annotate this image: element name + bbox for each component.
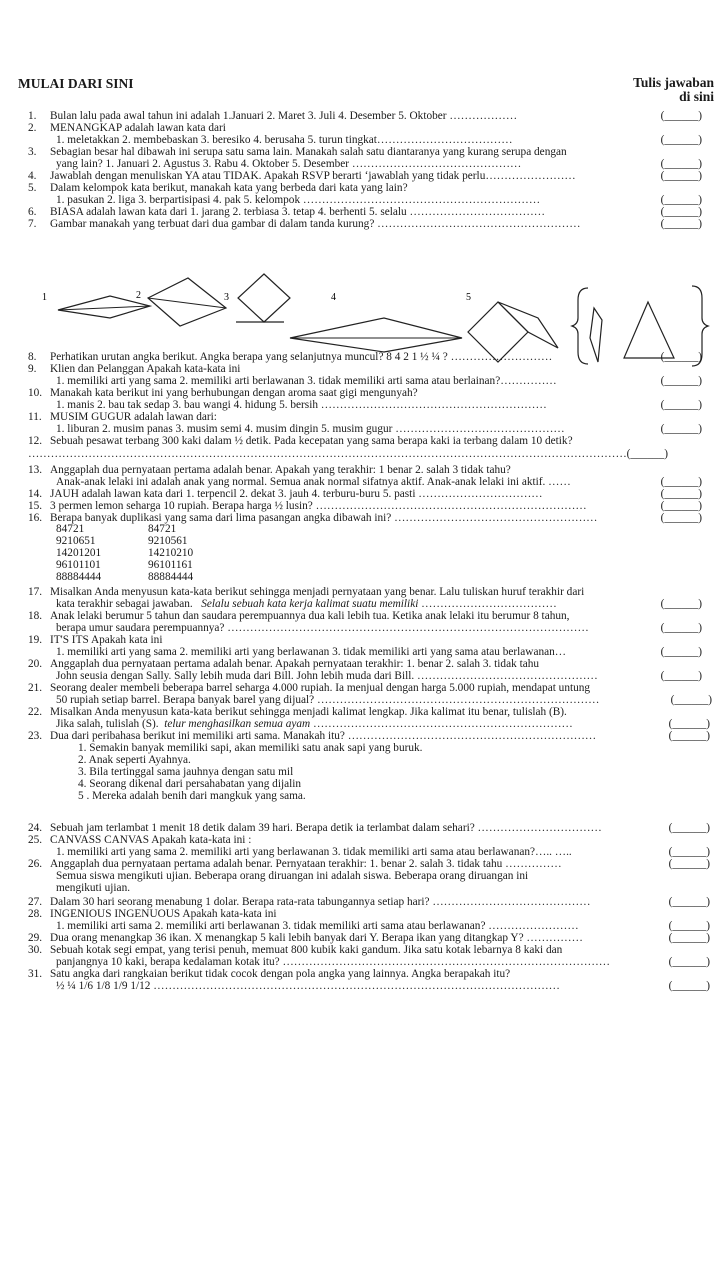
q-text: Bulan lalu pada awal tahun ini adalah 1.Januari 2. Maret 3. Juli 4. Desember 5. Oktober ……………… bbox=[50, 110, 518, 122]
answer-blank-28[interactable]: (______) bbox=[668, 920, 710, 932]
number-pair-right-3: 14210210 bbox=[148, 547, 194, 559]
q-text: Sebuah kotak segi empat, yang terisi penuh, memuat 800 kubik kaki gandum. Jika satu kotak lebarnya 8 kaki dan bbox=[50, 944, 563, 956]
answer-dots: …………………………………………………………… bbox=[310, 718, 573, 730]
question-31 bbox=[28, 968, 650, 980]
question-22-line2 bbox=[56, 718, 573, 730]
q-text: Manakah kata berikut ini yang berhubungan dengan aroma saat gigi mengunyah? bbox=[50, 387, 418, 399]
question-4 bbox=[28, 170, 650, 182]
q-number: 6. bbox=[28, 206, 37, 218]
proverb-1: 1. Semakin banyak memiliki sapi, akan memiliki satu anak sapi yang buruk. bbox=[78, 742, 423, 754]
q-text: INGENIOUS INGENUOUS Apakah kata-kata ini bbox=[50, 908, 277, 920]
question-10-options: 1. manis 2. bau tak sedap 3. bau wangi 4. hidung 5. bersih …………………………………………………… bbox=[56, 399, 547, 411]
q-text: Satu angka dari rangkaian berikut tidak cocok dengan pola angka yang lainnya. Angka berapakah itu? bbox=[50, 968, 511, 980]
number-pair-left-4: 96101101 bbox=[56, 559, 101, 571]
answer-blank-12[interactable]: (______) bbox=[626, 448, 668, 460]
question-19-options: 1. memiliki arti yang sama 2. memiliki arti yang berlawanan 3. tidak memiliki arti yang sama atau berlawanan… bbox=[56, 646, 567, 658]
answer-blank-5[interactable]: (______) bbox=[660, 194, 702, 206]
question-26 bbox=[28, 858, 650, 870]
answer-instruction-line2: di sini bbox=[679, 89, 714, 104]
q-text: JAUH adalah lawan kata dari 1. terpencil 2. dekat 3. jauh 4. terburu-buru 5. pasti …………………………… bbox=[50, 488, 543, 500]
question-21 bbox=[28, 682, 650, 694]
question-21-line2: 50 rupiah setiap barrel. Berapa banyak barel yang dijual? ………………………………………………………………… bbox=[56, 694, 600, 706]
q-number: 3. bbox=[28, 146, 37, 158]
q-text: MUSIM GUGUR adalah lawan dari: bbox=[50, 411, 217, 423]
q-number: 1. bbox=[28, 110, 37, 122]
question-14 bbox=[28, 488, 650, 500]
q-number: 30. bbox=[28, 944, 43, 956]
q-number: 29. bbox=[28, 932, 43, 944]
question-20-statement: John seusia dengan Sally. Sally lebih muda dari Bill. John lebih muda dari Bill. ………………………………………… bbox=[56, 670, 598, 682]
q-number: 28. bbox=[28, 908, 43, 920]
q-number: 4. bbox=[28, 170, 37, 182]
question-5-options: 1. pasukan 2. liga 3. berpartisipasi 4. pak 5. kelompok ……………………………………………………… bbox=[56, 194, 541, 206]
question-9-options: 1. memiliki arti yang sama 2. memiliki arti berlawanan 3. tidak memiliki arti sama atau berlainan?…………… bbox=[56, 375, 557, 387]
question-25-options: 1. memiliki arti yang sama 2. memiliki arti yang berlawanan 3. tidak memiliki arti sama atau berlawanan?….. ….. bbox=[56, 846, 572, 858]
answer-blank-19[interactable]: (______) bbox=[660, 646, 702, 658]
answer-instruction bbox=[633, 76, 714, 104]
question-17-line2 bbox=[56, 598, 557, 610]
question-24 bbox=[28, 822, 650, 834]
answer-blank-16[interactable]: (______) bbox=[660, 512, 702, 524]
q-number: 14. bbox=[28, 488, 43, 500]
q-number: 20. bbox=[28, 658, 43, 670]
answer-blank-21[interactable]: (______) bbox=[670, 694, 712, 706]
answer-blank-23[interactable]: (______) bbox=[668, 730, 710, 742]
q-number: 21. bbox=[28, 682, 43, 694]
question-9 bbox=[28, 363, 650, 375]
figure-5-triangle-shape bbox=[498, 302, 558, 348]
scrambled-words: Selalu sebuah kata kerja kalimat suatu memiliki bbox=[201, 598, 419, 610]
q-number: 9. bbox=[28, 363, 37, 375]
q-text: Dua orang menangkap 36 ikan. X menangkap 5 kali lebih banyak dari Y. Berapa ikan yang ditangkap Y? …………… bbox=[50, 932, 583, 944]
question-20 bbox=[28, 658, 650, 670]
number-pair-right-4: 96101161 bbox=[148, 559, 193, 571]
q-text: Seorang dealer membeli beberapa barrel seharga 4.000 rupiah. Ia menjual dengan harga 5.000 rupiah, mendapat untung bbox=[50, 682, 591, 694]
answer-blank-25[interactable]: (______) bbox=[668, 846, 710, 858]
scrambled-words: telur menghasilkan semua ayam bbox=[164, 718, 311, 730]
question-7 bbox=[28, 218, 650, 230]
question-26-statement-2: mengikuti ujian. bbox=[56, 882, 131, 894]
q-number: 2. bbox=[28, 122, 37, 134]
q-text: Anak lelaki berumur 5 tahun dan saudara perempuannya dua kali lebih tua. Ketika anak lelaki itu berumur 8 tahun, bbox=[50, 610, 570, 622]
answer-instruction-line1: Tulis jawaban bbox=[633, 75, 714, 90]
question-25 bbox=[28, 834, 650, 846]
bracket-triangle-shape bbox=[624, 302, 674, 358]
answer-blank-4[interactable]: (______) bbox=[660, 170, 702, 182]
number-pair-left-2: 9210651 bbox=[56, 535, 96, 547]
q-text: Jika salah, tulislah (S). bbox=[56, 718, 159, 730]
figure-3-diamond-shape bbox=[238, 274, 290, 322]
q-number: 12. bbox=[28, 435, 43, 447]
q-text: Dalam kelompok kata berikut, manakah kata yang berbeda dari kata yang lain? bbox=[50, 182, 408, 194]
question-27 bbox=[28, 896, 650, 908]
q-text: Anggaplah dua pernyataan pertama adalah benar. Pernyataan terakhir: 1. benar 2. salah 3. tidak tahu …………… bbox=[50, 858, 562, 870]
answer-blank-26[interactable]: (______) bbox=[668, 858, 710, 870]
question-6 bbox=[28, 206, 650, 218]
q-number: 16. bbox=[28, 512, 43, 524]
answer-blank-24[interactable]: (______) bbox=[668, 822, 710, 834]
answer-blank-6[interactable]: (______) bbox=[660, 206, 702, 218]
question-5 bbox=[28, 182, 650, 194]
question-1 bbox=[28, 110, 650, 122]
number-pair-right-5: 88884444 bbox=[148, 571, 194, 583]
question-12-dots: …………………………………………………………………………………………………………………………………………… bbox=[28, 448, 627, 460]
figure-2-quad-shape bbox=[148, 278, 226, 326]
figure-label-1: 1 bbox=[42, 292, 47, 303]
question-12 bbox=[28, 435, 650, 447]
q-number: 25. bbox=[28, 834, 43, 846]
answer-blank-13[interactable]: (______) bbox=[660, 476, 702, 488]
q-number: 10. bbox=[28, 387, 43, 399]
question-23 bbox=[28, 730, 650, 742]
number-pair-left-1: 84721 bbox=[56, 523, 85, 535]
number-pair-left-5: 88884444 bbox=[56, 571, 102, 583]
q-number: 27. bbox=[28, 896, 43, 908]
question-31-series: ½ ¼ 1/6 1/8 1/9 1/12 ……………………………………………………………………………………………… bbox=[56, 980, 560, 992]
question-19 bbox=[28, 634, 650, 646]
answer-blank-9[interactable]: (______) bbox=[660, 375, 702, 387]
q-text: Gambar manakah yang terbuat dari dua gambar di dalam tanda kurung? ……………………………………………… bbox=[50, 218, 581, 230]
answer-blank-15[interactable]: (______) bbox=[660, 500, 702, 512]
q-number: 13. bbox=[28, 464, 43, 476]
answer-blank-29[interactable]: (______) bbox=[668, 932, 710, 944]
question-28 bbox=[28, 908, 650, 920]
answer-blank-11[interactable]: (______) bbox=[660, 423, 702, 435]
q-text: Misalkan Anda menyusun kata-kata berikut sehingga menjadi pernyataan yang benar. Lalu tuliskan huruf terakhir dari bbox=[50, 586, 585, 598]
proverb-2: 2. Anak seperti Ayahnya. bbox=[78, 754, 191, 766]
answer-dots: ……………………………… bbox=[418, 598, 557, 610]
q-number: 24. bbox=[28, 822, 43, 834]
q-number: 26. bbox=[28, 858, 43, 870]
figure-label-5: 5 bbox=[466, 292, 471, 303]
q-number: 11. bbox=[28, 411, 42, 423]
q-text: 3 permen lemon seharga 10 rupiah. Berapa harga ½ lusin? ……………………………………………………………… bbox=[50, 500, 587, 512]
q-number: 5. bbox=[28, 182, 37, 194]
question-26-statement: Semua siswa mengikuti ujian. Beberapa orang diruangan ini adalah siswa. Beberapa orang diruangan ini bbox=[56, 870, 529, 882]
question-11 bbox=[28, 411, 650, 423]
answer-blank-2[interactable]: (______) bbox=[660, 134, 702, 146]
answer-blank-17[interactable]: (______) bbox=[660, 598, 702, 610]
q-number: 31. bbox=[28, 968, 43, 980]
answer-blank-8[interactable]: (______) bbox=[660, 351, 702, 363]
answer-blank-10[interactable]: (______) bbox=[660, 399, 702, 411]
q-text: Dalam 30 hari seorang menabung 1 dolar. Berapa rata-rata tabungannya setiap hari? …………………………………… bbox=[50, 896, 591, 908]
q-number: 19. bbox=[28, 634, 43, 646]
q-number: 23. bbox=[28, 730, 43, 742]
q-text: Sebagian besar hal dibawah ini serupa satu sama lain. Manakah salah satu diantaranya yang kurang serupa dengan bbox=[50, 146, 567, 158]
answer-blank-30[interactable]: (______) bbox=[668, 956, 710, 968]
q-text: Dua dari peribahasa berikut ini memiliki arti sama. Manakah itu? ………………………………………………………… bbox=[50, 730, 597, 742]
number-pair-right-2: 9210561 bbox=[148, 535, 188, 547]
q-text: Anggaplah dua pernyataan pertama adalah benar. Apakah pernyataan terakhir: 1. benar 2. salah 3. tidak tahu bbox=[50, 658, 540, 670]
figure-label-3: 3 bbox=[224, 292, 229, 303]
proverb-3: 3. Bila tertinggal sama jauhnya dengan satu mil bbox=[78, 766, 294, 778]
figure-4-kite-shape bbox=[290, 318, 462, 352]
question-13-statement: Anak-anak lelaki ini adalah anak yang normal. Semua anak normal sifatnya aktif. Anak-anak lelaki ini aktif. …… bbox=[56, 476, 571, 488]
proverb-4: 4. Seorang dikenal dari persahabatan yang dijalin bbox=[78, 778, 302, 790]
q-number: 7. bbox=[28, 218, 37, 230]
figure-label-2: 2 bbox=[136, 290, 141, 301]
q-text: CANVASS CANVAS Apakah kata-kata ini : bbox=[50, 834, 252, 846]
question-28-options: 1. memiliki arti sama 2. memiliki arti berlawanan 3. tidak memiliki arti sama atau berlawanan? …………………… bbox=[56, 920, 579, 932]
question-3 bbox=[28, 146, 650, 158]
answer-blank-3[interactable]: (______) bbox=[660, 158, 702, 170]
q-number: 18. bbox=[28, 610, 43, 622]
question-8 bbox=[28, 351, 650, 363]
q-text: Jawablah dengan menuliskan YA atau TIDAK. Apakah RSVP berarti ‘jawablah yang tidak perlu…………………… bbox=[50, 170, 576, 182]
q-number: 17. bbox=[28, 586, 43, 598]
answer-blank-1[interactable]: (______) bbox=[660, 110, 702, 122]
question-18 bbox=[28, 610, 650, 622]
q-text: Klien dan Pelanggan Apakah kata-kata ini bbox=[50, 363, 241, 375]
number-pair-left-3: 14201201 bbox=[56, 547, 102, 559]
question-17 bbox=[28, 586, 650, 598]
answer-blank-22[interactable]: (______) bbox=[668, 718, 710, 730]
q-text: Misalkan Anda menyusun kata-kata berikut sehingga menjadi kalimat lengkap. Jika kalimat itu benar, tulislah (B). bbox=[50, 706, 567, 718]
question-22 bbox=[28, 706, 650, 718]
answer-blank-20[interactable]: (______) bbox=[660, 670, 702, 682]
q-number: 15. bbox=[28, 500, 43, 512]
question-2-options: 1. meletakkan 2. membebaskan 3. beresiko 4. berusaha 5. turun tingkat……………………………… bbox=[56, 134, 513, 146]
q-number: 22. bbox=[28, 706, 43, 718]
q-text: kata terakhir sebagai jawaban. bbox=[56, 598, 193, 610]
answer-blank-27[interactable]: (______) bbox=[668, 896, 710, 908]
question-11-options: 1. liburan 2. musim panas 3. musim semi 4. musim dingin 5. musim gugur ……………………………………… bbox=[56, 423, 565, 435]
q-text: Sebuah pesawat terbang 300 kaki dalam ½ detik. Pada kecepatan yang sama berapa kaki ia terbang dalam 10 detik? bbox=[50, 435, 573, 447]
answer-blank-7[interactable]: (______) bbox=[660, 218, 702, 230]
figure-label-4: 4 bbox=[331, 292, 336, 303]
q-text: Perhatikan urutan angka berikut. Angka berapa yang selanjutnya muncul? 8 4 2 1 ½ ¼ ? ……………………… bbox=[50, 351, 553, 363]
proverb-5: 5 . Mereka adalah benih dari mangkuk yang sama. bbox=[78, 790, 306, 802]
question-16 bbox=[28, 512, 650, 524]
q-text: Anggaplah dua pernyataan pertama adalah benar. Apakah yang terakhir: 1 benar 2. salah 3 tidak tahu? bbox=[50, 464, 511, 476]
number-pair-right-1: 84721 bbox=[148, 523, 177, 535]
question-29 bbox=[28, 932, 650, 944]
question-10 bbox=[28, 387, 650, 399]
q-text: BIASA adalah lawan kata dari 1. jarang 2. terbiasa 3. tetap 4. berhenti 5. selalu ……………………………… bbox=[50, 206, 546, 218]
q-text: MENANGKAP adalah lawan kata dari bbox=[50, 122, 226, 134]
question-3-options: yang lain? 1. Januari 2. Agustus 3. Rabu 4. Oktober 5. Desember ……………………………………… bbox=[56, 158, 522, 170]
question-15 bbox=[28, 500, 650, 512]
question-30-line2: panjangnya 10 kaki, berapa kedalaman kotak itu? …………………………………………………………………………… bbox=[56, 956, 611, 968]
question-18-line2: berapa umur saudara perempuannya? …………………………………………………………………………………… bbox=[56, 622, 589, 634]
question-2 bbox=[28, 122, 650, 134]
q-number: 8. bbox=[28, 351, 37, 363]
answer-blank-14[interactable]: (______) bbox=[660, 488, 702, 500]
answer-blank-18[interactable]: (______) bbox=[660, 622, 702, 634]
question-13 bbox=[28, 464, 650, 476]
page-title: MULAI DARI SINI bbox=[18, 76, 134, 91]
q-text: IT'S ITS Apakah kata ini bbox=[50, 634, 163, 646]
q-text: Sebuah jam terlambat 1 menit 18 detik dalam 39 hari. Berapa detik ia terlambat dalam sehari? …………………………… bbox=[50, 822, 602, 834]
answer-blank-31[interactable]: (______) bbox=[668, 980, 710, 992]
q-text: Berapa banyak duplikasi yang sama dari lima pasangan angka dibawah ini? ……………………………………………… bbox=[50, 512, 598, 524]
question-30 bbox=[28, 944, 650, 956]
